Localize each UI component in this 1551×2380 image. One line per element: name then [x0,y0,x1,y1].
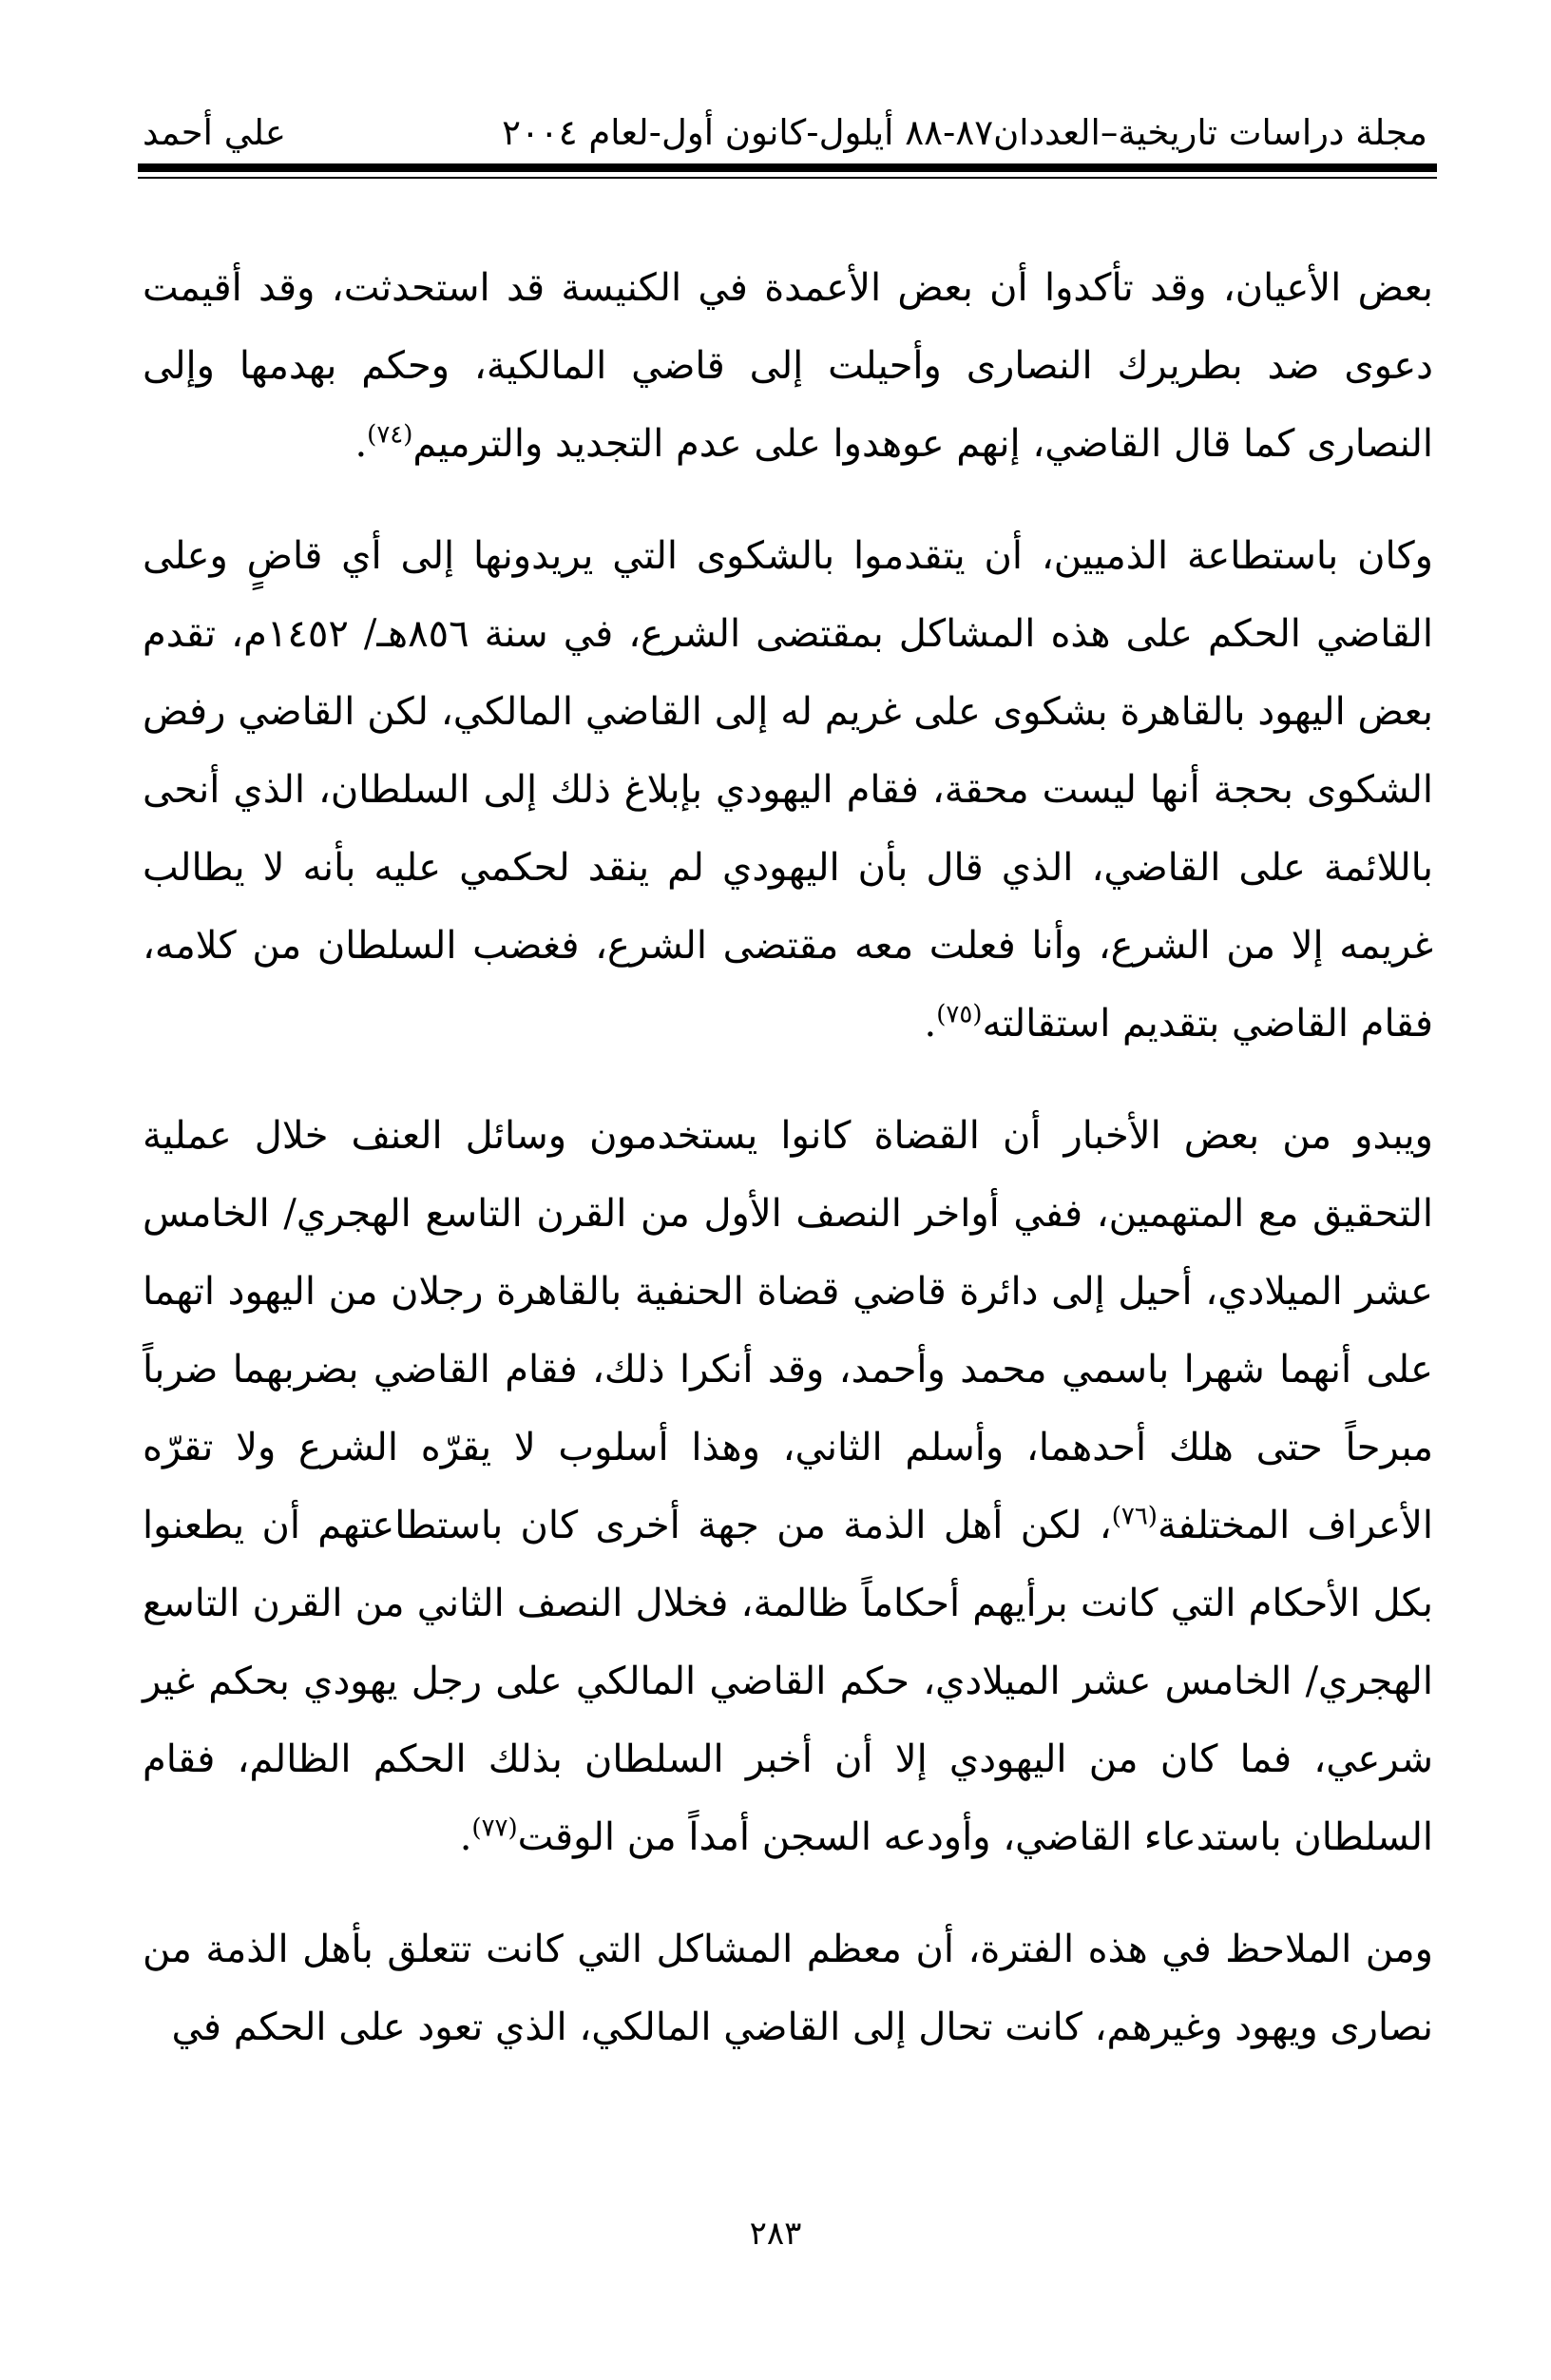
paragraph-1-text: بعض الأعيان، وقد تأكدوا أن بعض الأعمدة في الكنيسة قد استحدثت، وقد أقيمت دعوى ضد بطريرك النصارى وأحيلت إلى قاضي المالكية، وحكم بهدمها وإلى النصارى كما قال القاضي، إنهم عوهدوا على عدم التجديد والترميم [143,266,1433,466]
footnote-ref-77: (٧٧) [471,1814,518,1843]
paragraph-2-end: . [924,1002,937,1046]
paragraph-3-text-before: ويبدو من بعض الأخبار أن القضاة كانوا يستخدمون وسائل العنف خلال عملية التحقيق مع المتهمين، ففي أواخر النصف الأول من القرن التاسع الهجري/ الخامس عشر الميلادي، أحيل إلى دائرة قاضي قضاة الحنفية بالقاهرة رجلان من اليهود اتهما على أنهما شهرا باسمي محمد وأحمد، وقد أنكرا ذلك، فقام القاضي بضربهما ضرباً مبرحاً حتى هلك أحدهما، وأسلم الثاني، وهذا أسلوب لا يقرّه الشرع ولا تقرّه الأعراف المختلفة [143,1114,1433,1547]
footnote-ref-76: (٧٦) [1111,1502,1158,1531]
paragraph-1 [143,249,1433,483]
footnote-ref-75: (٧٥) [936,1000,983,1029]
header-rule-thin [138,177,1437,179]
footnote-ref-74: (٧٤) [367,420,413,450]
running-header [143,106,1427,160]
author-name: علي أحمد [143,112,286,153]
paragraph-2-text: وكان باستطاعة الذميين، أن يتقدموا بالشكوى التي يريدونها إلى أي قاضٍ وعلى القاضي الحكم على هذه المشاكل بمقتضى الشرع، في سنة ٨٥٦هـ/ ١٤٥٢م، تقدم بعض اليهود بالقاهرة بشكوى على غريم له إلى القاضي المالكي، لكن القاضي رفض الشكوى بحجة أنها ليست محقة، فقام اليهودي بإبلاغ ذلك إلى السلطان، الذي أنحى باللائمة على القاضي، الذي قال بأن اليهودي لم ينقد لحكمي عليه بأنه لا يطالب غريمه إلا من الشرع، وأنا فعلت معه مقتضى الشرع، فغضب السلطان من كلامه، فقام القاضي بتقديم استقالته [143,534,1433,1046]
body-text [143,249,1433,2101]
paragraph-2 [143,517,1433,1063]
paragraph-3-text-after: ، لكن أهل الذمة من جهة أخرى كان باستطاعتهم أن يطعنوا بكل الأحكام التي كانت برأيهم أحكاماً ظالمة، فخلال النصف الثاني من القرن التاسع الهجري/ الخامس عشر الميلادي، حكم القاضي المالكي على رجل يهودي بحكم غير شرعي، فما كان من اليهودي إلا أن أخبر السلطان بذلك الحكم الظالم، فقام السلطان باستدعاء القاضي، وأودعه السجن أمداً من الوقت [143,1504,1433,1859]
paragraph-3-end: . [459,1815,472,1859]
paragraph-4-text: ومن الملاحظ في هذه الفترة، أن معظم المشاكل التي كانت تتعلق بأهل الذمة من نصارى ويهود وغيرهم، كانت تحال إلى القاضي المالكي، الذي تعود على الحكم في [143,1928,1433,2049]
page-number: ٢٨٣ [749,2215,802,2253]
header-rule-thick [138,163,1437,172]
paragraph-4 [143,1910,1433,2066]
journal-title: مجلة دراسات تاريخية–العددان٨٧-٨٨ أيلول-كانون أول-لعام ٢٠٠٤ [502,112,1427,153]
paragraph-1-end: . [354,422,368,466]
paragraph-3 [143,1097,1433,1876]
